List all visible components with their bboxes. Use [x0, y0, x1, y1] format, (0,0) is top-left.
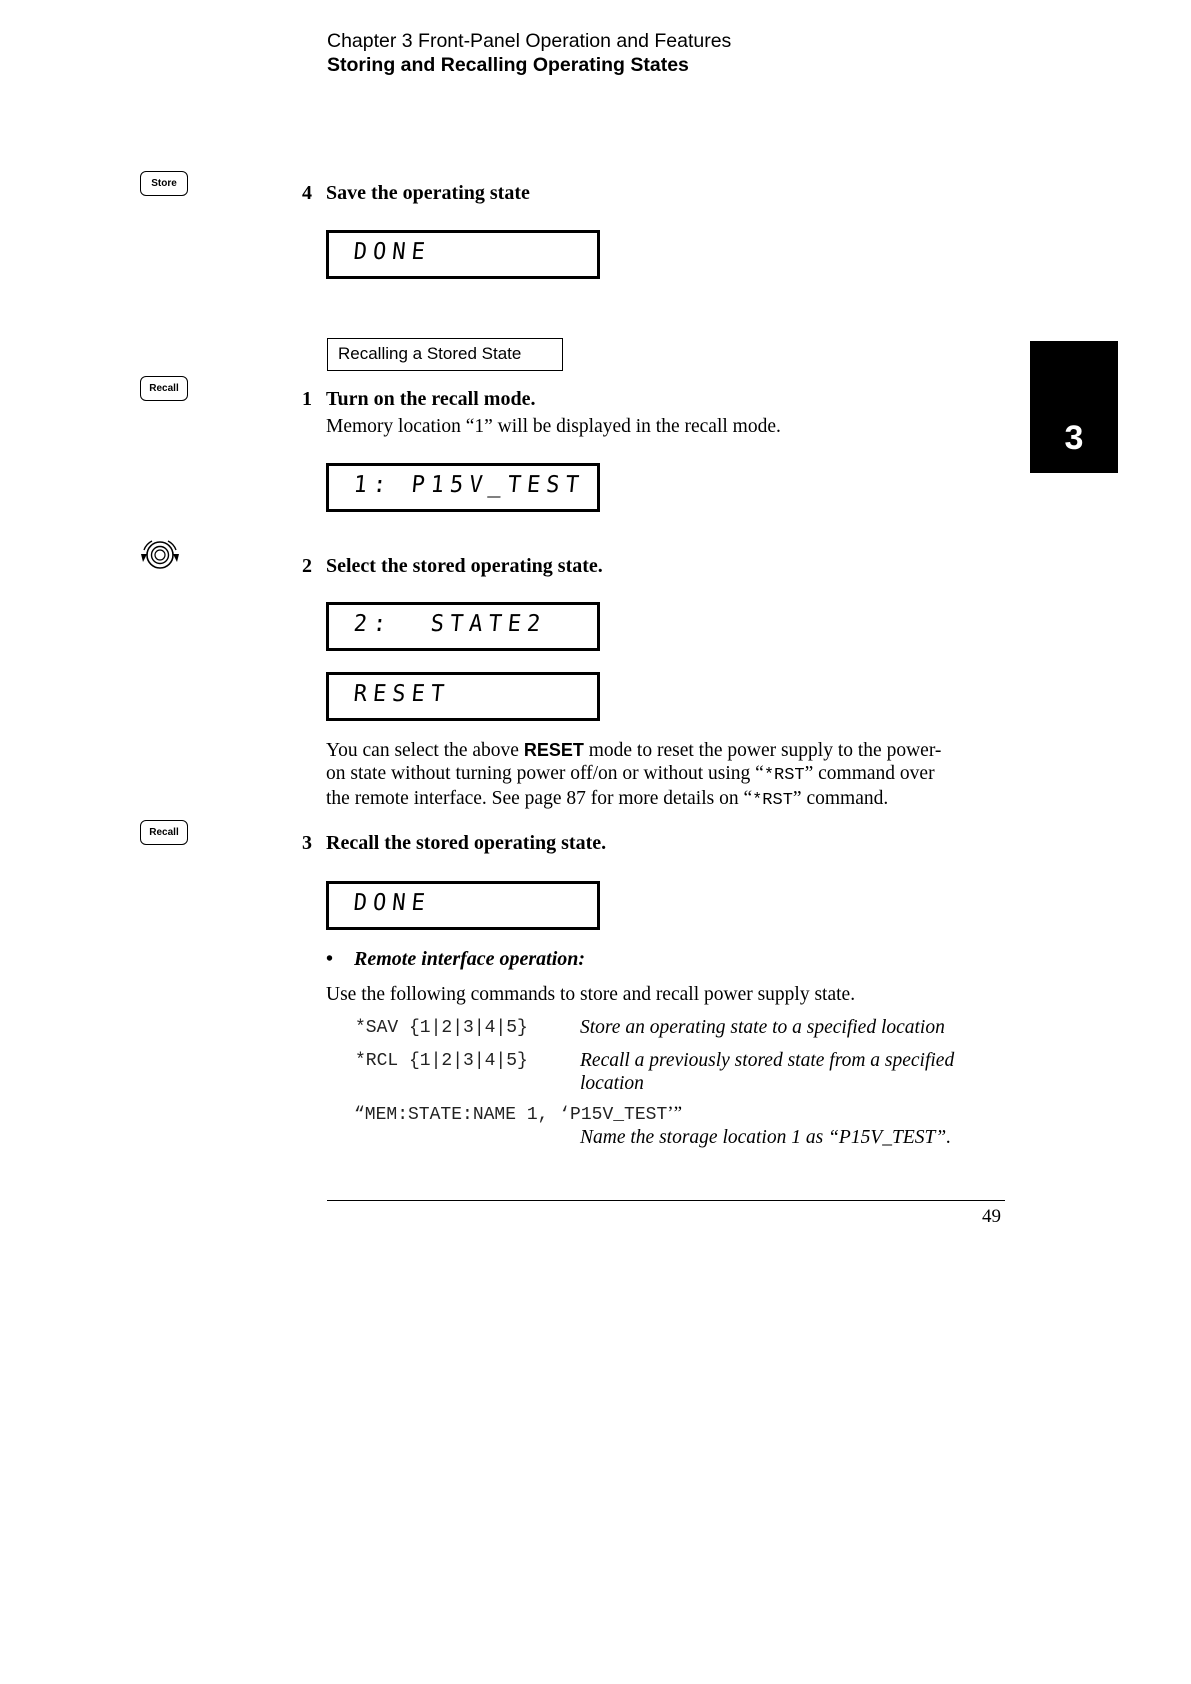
command-mem-state-name [354, 1103, 682, 1125]
front-panel-display [326, 463, 600, 512]
store-key-label: Store [151, 178, 177, 189]
section-label-box: Recalling a Stored State [327, 338, 563, 371]
chapter-tab [1030, 341, 1118, 473]
command-rcl: *RCL {1|2|3|4|5} [355, 1051, 528, 1071]
reset-keyword: RESET [523, 740, 584, 760]
text-run: the remote interface. See page 87 for more details on “ [326, 788, 753, 809]
text-run: ”. [935, 1127, 952, 1148]
step-number: 3 [302, 832, 312, 854]
store-key-icon [140, 171, 188, 196]
chapter-header: Chapter 3 Front-Panel Operation and Features [327, 30, 732, 52]
remote-label: Remote interface operation: [354, 948, 586, 970]
display-text: DONE [352, 890, 432, 917]
text-run: ” command. [792, 788, 889, 809]
recall-key-label: Recall [149, 383, 179, 394]
step-title: Recall the stored operating state. [326, 832, 607, 854]
display-text: DONE [352, 239, 432, 266]
remote-intro: Use the following commands to store and recall power supply state. [326, 984, 856, 1005]
text-run: ’” [667, 1103, 683, 1124]
command-sav: *SAV {1|2|3|4|5} [355, 1018, 528, 1038]
step-title: Select the stored operating state. [326, 555, 603, 577]
step-number: 1 [302, 388, 312, 410]
command-description [580, 1126, 951, 1149]
text-run: P15V_TEST [838, 1127, 936, 1148]
command-description-cont: location [580, 1073, 644, 1094]
text-run: ” command over [804, 763, 935, 784]
text-run: mode to reset the power supply to the power- [583, 740, 942, 761]
footer-rule [327, 1200, 1005, 1201]
front-panel-display [326, 881, 600, 930]
step-title: Turn on the recall mode. [326, 388, 536, 410]
display-text: 1: P15V_TEST [352, 472, 586, 499]
page-number: 49 [982, 1206, 1001, 1227]
section-header: Storing and Recalling Operating States [327, 54, 689, 76]
command-description: Recall a previously stored state from a specified [580, 1050, 955, 1071]
knob-icon [138, 538, 182, 572]
step-text: Memory location “1” will be displayed in the recall mode. [326, 416, 781, 437]
recall-key-label: Recall [149, 827, 179, 838]
front-panel-display [326, 230, 600, 279]
text-run: Name the storage location 1 as “ [580, 1127, 839, 1148]
display-text: RESET [352, 681, 452, 708]
step-number: 4 [302, 182, 312, 204]
text-run: You can select the above [326, 740, 524, 761]
front-panel-display [326, 672, 600, 721]
text-run: on state without turning power off/on or without using “ [326, 763, 764, 784]
chapter-tab-number: 3 [1064, 419, 1084, 457]
recall-key-icon [140, 820, 188, 845]
step-number: 2 [302, 555, 312, 577]
rst-command: *RST [763, 766, 805, 785]
rst-command: *RST [752, 791, 793, 810]
text-run: ‘P15V_TEST [559, 1105, 668, 1125]
command-description: Store an operating state to a specified location [580, 1017, 945, 1038]
recall-key-icon [140, 376, 188, 401]
front-panel-display [326, 602, 600, 651]
reset-paragraph [326, 739, 1016, 812]
bullet: • [326, 948, 334, 970]
step-title: Save the operating state [326, 182, 530, 204]
display-text: 2: STATE2 [352, 611, 548, 638]
text-run: “MEM:STATE:NAME 1, [354, 1105, 560, 1125]
